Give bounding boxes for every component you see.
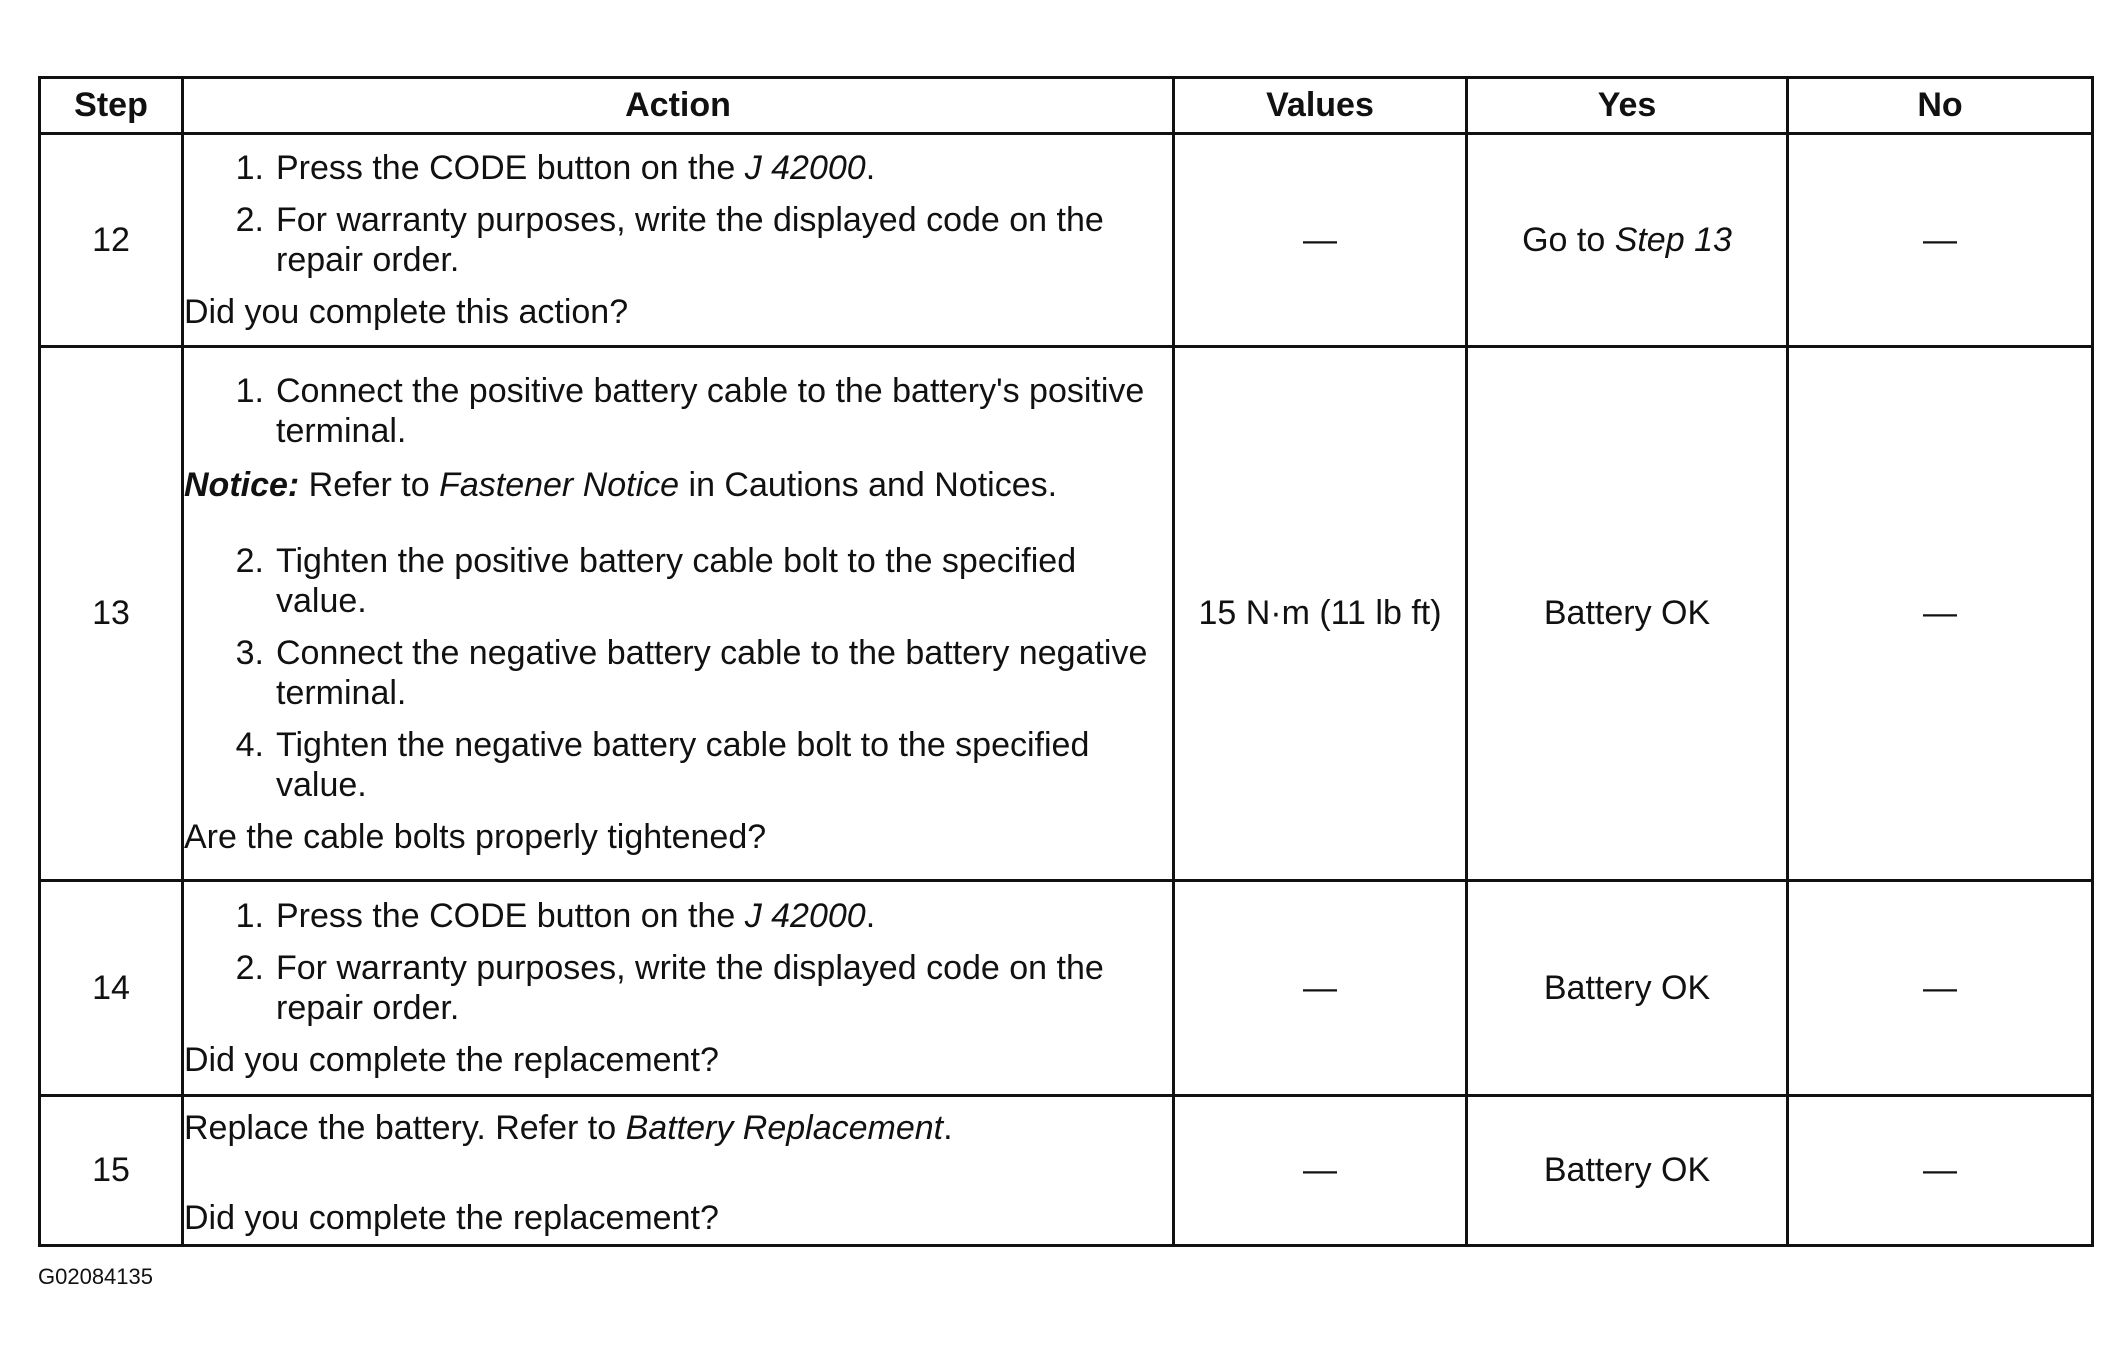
list-item (184, 541, 1172, 621)
header-yes: Yes (1467, 78, 1788, 134)
header-row (40, 78, 2093, 134)
step-link[interactable]: Step 13 (1614, 220, 1732, 259)
item-number: 4. (235, 725, 264, 764)
action-question: Did you complete this action? (184, 293, 629, 331)
figure-id: G02084135 (38, 1264, 153, 1289)
header-no: No (1788, 78, 2093, 134)
step-row-12 (40, 134, 2093, 347)
header-values: Values (1174, 78, 1467, 134)
values-cell: — (1174, 134, 1467, 347)
item-text: For warranty purposes, write the displayed code on the repair order. (276, 949, 1104, 1027)
step-row-15 (40, 1096, 2093, 1246)
list-item (184, 725, 1172, 805)
step-number: 14 (40, 881, 183, 1096)
action-list (184, 148, 1172, 280)
list-item (184, 200, 1172, 280)
action-line: Replace the battery. Refer to Battery Replacement. (184, 1108, 953, 1147)
action-cell (183, 347, 1174, 881)
step-number: 12 (40, 134, 183, 347)
step-number: 13 (40, 347, 183, 881)
yes-cell: Battery OK (1467, 347, 1788, 881)
notice-label: Notice: (184, 465, 300, 504)
list-item (184, 371, 1172, 451)
step-row-14 (40, 881, 2093, 1096)
item-number: 2. (235, 201, 264, 239)
action-cell (183, 134, 1174, 347)
action-cell (183, 1096, 1174, 1246)
notice-text: Notice: Refer to Fastener Notice in Cautions and Notices. (184, 465, 1058, 504)
yes-cell: Battery OK (1467, 1096, 1788, 1246)
yes-cell: Battery OK (1467, 881, 1788, 1096)
item-text: For warranty purposes, write the displayed code on the repair order. (276, 201, 1104, 279)
list-item (184, 948, 1172, 1028)
values-cell: 15 N·m (11 lb ft) (1174, 347, 1467, 881)
no-cell: — (1788, 347, 2093, 881)
values-cell: — (1174, 881, 1467, 1096)
item-number: 1. (235, 371, 264, 410)
item-text: Tighten the positive battery cable bolt to the specified value. (276, 541, 1077, 620)
item-number: 3. (235, 633, 264, 672)
list-item (184, 896, 1172, 936)
action-question: Are the cable bolts properly tightened? (184, 817, 767, 856)
action-cell (183, 881, 1174, 1096)
no-cell: — (1788, 134, 2093, 347)
step-number: 15 (40, 1096, 183, 1246)
no-cell: — (1788, 1096, 2093, 1246)
action-list (184, 541, 1172, 805)
item-text: Connect the positive battery cable to the battery's positive terminal. (276, 371, 1145, 450)
no-cell: — (1788, 881, 2093, 1096)
action-list (184, 371, 1172, 451)
step-row-13 (40, 347, 2093, 881)
item-text: Press the CODE button on the J 42000. (276, 897, 876, 935)
yes-cell: Go to Step 13 (1467, 134, 1788, 347)
tool-reference: J 42000 (744, 149, 866, 187)
header-step: Step (40, 78, 183, 134)
item-number: 2. (235, 541, 264, 580)
item-number: 1. (235, 897, 264, 935)
action-question: Did you complete the replacement? (184, 1198, 719, 1237)
tool-reference: J 42000 (744, 897, 866, 935)
item-text: Connect the negative battery cable to the battery negative terminal. (276, 633, 1148, 712)
item-number: 1. (235, 149, 264, 187)
header-action: Action (183, 78, 1174, 134)
item-text: Press the CODE button on the J 42000. (276, 149, 876, 187)
procedure-reference[interactable]: Battery Replacement (625, 1108, 944, 1147)
action-question: Did you complete the replacement? (184, 1041, 719, 1079)
list-item (184, 148, 1172, 188)
notice-reference[interactable]: Fastener Notice (439, 465, 680, 504)
list-item (184, 633, 1172, 713)
action-list (184, 896, 1172, 1028)
values-cell: — (1174, 1096, 1467, 1246)
diagnostic-table (38, 76, 2094, 1247)
item-text: Tighten the negative battery cable bolt to the specified value. (276, 725, 1090, 804)
item-number: 2. (235, 949, 264, 987)
